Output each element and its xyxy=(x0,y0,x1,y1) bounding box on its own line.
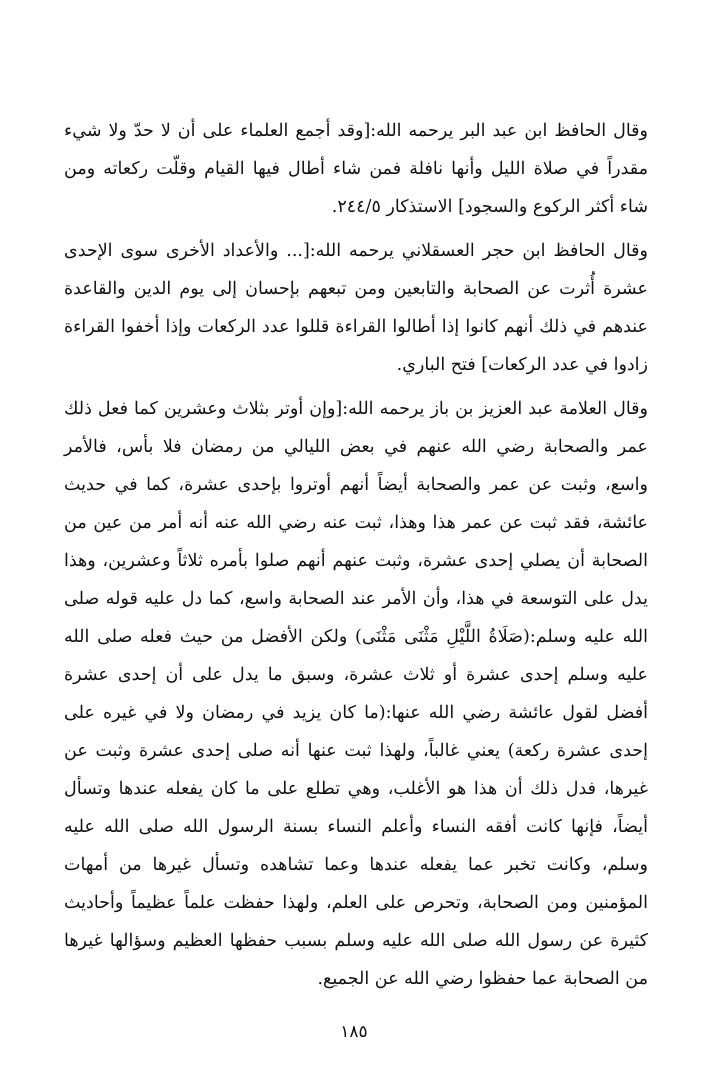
paragraph-ibn-hajar-quote: وقال الحافظ ابن حجر العسقلاني يرحمه الله:[... والأعداد الأخرى سوى الإحدى عشرة أُثرت عن الصحابة والتابعين ومن تبعهم بإحسان إلى يوم الدين والقاعدة عندهم في ذلك أنهم كانوا إذا أطالوا القراءة قللوا عدد الركعات وإذا أخفوا القراءة زادوا في عدد الركعات] فتح الباري. xyxy=(64,241,648,375)
page-number: ١٨٥ xyxy=(340,1022,368,1042)
page-body xyxy=(64,112,648,1004)
paragraph-ibn-baz-quote: وقال العلامة عبد العزيز بن باز يرحمه الله:[وإن أوتر بثلاث وعشرين كما فعل ذلك عمر والصحابة رضي الله عنهم في بعض الليالي من رمضان فلا بأس، فالأمر واسع، وثبت عن عمر والصحابة أيضاً أنهم أوتروا بإحدى عشرة، كما في حديث عائشة، فقد ثبت عن عمر هذا وهذا، ثبت عنه رضي الله عنه أنه أمر من عين من الصحابة أن يصلي إحدى عشرة، وثبت عنهم أنهم صلوا بأمره ثلاثاً وعشرين، وهذا يدل على التوسعة في هذا، وأن الأمر عند الصحابة واسع، كما دل عليه قوله صلى الله عليه وسلم:(صَلَاةُ اللَّيْلِ مَثْنَى مَثْنَى) ولكن الأفضل من حيث فعله صلى الله عليه وسلم إحدى عشرة أو ثلاث عشرة، وسبق ما يدل على أن إحدى عشرة أفضل لقول عائشة رضي الله عنها:(ما كان يزيد في رمضان ولا في غيره على إحدى عشرة ركعة) يعني غالباً، ولهذا ثبت عنها أنه صلى إحدى عشرة وثبت عن غيرها، فدل ذلك أن هذا هو الأغلب، وهي تطلع على ما كان يفعله عندها وتسأل أيضاً، فإنها كانت أفقه النساء وأعلم النساء بسنة الرسول الله صلى الله عليه وسلم، وكانت تخبر عما يفعله عندها وعما تشاهده وتسأل غيرها من أمهات المؤمنين ومن الصحابة، وتحرص على العلم، ولهذا حفظت علماً عظيماً وأحاديث كثيرة عن رسول الله صلى الله عليه وسلم بسبب حفظها العظيم وسؤالها غيرها من الصحابة عما حفظوا رضي الله عن الجميع. xyxy=(64,399,648,989)
paragraph-ibn-abdulbarr-quote: وقال الحافظ ابن عبد البر يرحمه الله:[وقد أجمع العلماء على أن لا حدّ ولا شيء مقدراً في صلاة الليل وأنها نافلة فمن شاء أطال فيها القيام وقلّت ركعاته ومن شاء أكثر الركوع والسجود] الاستذكار ٢٤٤/٥. xyxy=(64,121,648,217)
